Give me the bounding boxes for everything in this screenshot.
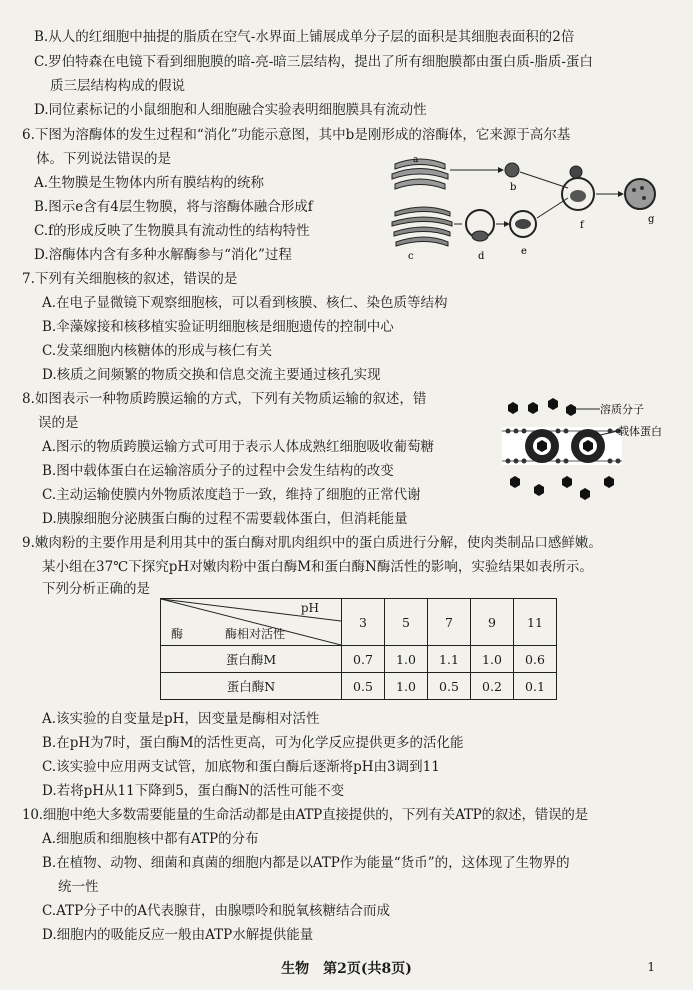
q7-option-c: C.发菜细胞内核糖体的形成与核仁有关 [42,343,273,359]
q8-option-b: B.图中载体蛋白在运输溶质分子的过程中会发生结构的改变 [42,463,394,479]
q7-option-d: D.核质之间频繁的物质交换和信息交流主要通过核孔实现 [42,367,381,383]
q9-stem: 9.嫩肉粉的主要作用是利用其中的蛋白酶对肌肉组织中的蛋白质进行分解，使肉类制品口感鲜嫩。 [22,535,602,551]
q6-option-a: A.生物膜是生物体内所有膜结构的统称 [34,175,265,191]
q6-stem-cont: 体。下列说法错误的是 [36,151,171,167]
table-row [161,673,557,700]
table-cell: 0.2 [471,673,514,700]
table-cell: 0.7 [342,646,385,673]
label-f: f [580,220,584,231]
option-d-prev: D.同位素标记的小鼠细胞和人细胞融合实验表明细胞膜具有流动性 [34,102,427,118]
header-ph: pH [300,601,319,615]
q6-option-c: C.f的形成反映了生物膜具有流动性的结构特性 [34,223,310,239]
q6-option-b: B.图示e含有4层生物膜，将与溶酶体融合形成f [34,199,313,215]
q10-option-a: A.细胞质和细胞核中都有ATP的分布 [42,831,259,847]
q6-stem: 6.下图为溶酶体的发生过程和“消化”功能示意图，其中b是刚形成的溶酶体，它来源于高尔基 [22,127,571,143]
option-c-prev-cont: 质三层结构构成的假说 [50,78,185,94]
q9-stem-cont: 某小组在37℃下探究pH对嫩肉粉中蛋白酶M和蛋白酶N酶活性的影响，实验结果如表所示。 [42,559,593,575]
label-a: a [413,155,419,165]
page-footer: 生物 第2页(共8页) [281,961,412,977]
label-d: d [478,251,485,260]
label-carrier: 载体蛋白 [618,425,662,438]
q8-option-d: D.胰腺细胞分泌胰蛋白酶的过程不需要载体蛋白，但消耗能量 [42,511,408,527]
q6-option-d: D.溶酶体内含有多种水解酶参与“消化”过程 [34,247,292,263]
lysosome-diagram [380,150,680,260]
option-b-prev: B.从人的红细胞中抽提的脂质在空气-水界面上铺展成单分子层的面积是其细胞表面积的2倍 [34,29,575,45]
q10-stem: 10.细胞中绝大多数需要能量的生命活动都是由ATP直接提供的，下列有关ATP的叙述，错误的是 [22,807,588,823]
q9-option-a: A.该实验的自变量是pH，因变量是酶相对活性 [42,711,320,727]
header-enzyme: 酶 [171,627,184,641]
table-cell: 0.6 [514,646,557,673]
ph-header-cell: 11 [514,599,557,646]
label-b: b [510,182,517,193]
header-activity: 酶相对活性 [225,627,286,641]
q8-option-c: C.主动运输使膜内外物质浓度趋于一致，维持了细胞的正常代谢 [42,487,421,503]
q8-option-a: A.图示的物质跨膜运输方式可用于表示人体成熟红细胞吸收葡萄糖 [42,439,435,455]
q9-stem-cont2: 下列分析正确的是 [42,581,150,597]
table-cell: 0.5 [428,673,471,700]
q8-stem-cont: 误的是 [38,415,79,431]
enzyme-activity-table [160,598,557,700]
q8-stem: 8.如图表示一种物质跨膜运输的方式，下列有关物质运输的叙述，错 [22,391,427,407]
row-label: 蛋白酶N [161,673,342,700]
ph-header-cell: 3 [342,599,385,646]
q9-option-c: C.该实验中应用两支试管，加底物和蛋白酶后逐渐将pH由3调到11 [42,759,440,775]
q10-option-b: B.在植物、动物、细菌和真菌的细胞内都是以ATP作为能量“货币”的，这体现了生物界的 [42,855,570,871]
q7-stem: 7.下列有关细胞核的叙述，错误的是 [22,271,238,287]
table-cell: 1.1 [428,646,471,673]
table-cell: 1.0 [385,646,428,673]
table-row [161,646,557,673]
golgi-apparatus [392,159,448,189]
label-solute: 溶质分子 [600,403,644,416]
table-cell: 0.1 [514,673,557,700]
ph-header-cell: 9 [471,599,514,646]
q7-option-b: B.伞藻嫁接和核移植实验证明细胞核是细胞遗传的控制中心 [42,319,394,335]
row-label: 蛋白酶M [161,646,342,673]
ph-header-cell: 5 [385,599,428,646]
q9-option-d: D.若将pH从11下降到5，蛋白酶N的活性可能不变 [42,783,345,799]
table-cell: 1.0 [471,646,514,673]
label-e: e [521,246,527,257]
label-g: g [648,214,655,225]
table-cell: 1.0 [385,673,428,700]
lysosome-b [505,163,519,177]
q10-option-b-cont: 统一性 [58,879,99,895]
ph-header-cell: 7 [428,599,471,646]
label-c: c [408,251,414,260]
table-cell: 0.5 [342,673,385,700]
q7-option-a: A.在电子显微镜下观察细胞核，可以看到核膜、核仁、染色质等结构 [42,295,448,311]
membrane-transport-diagram [500,395,680,505]
q10-option-d: D.细胞内的吸能反应一般由ATP水解提供能量 [42,927,314,943]
footer-mark: 1 [647,960,655,974]
option-c-prev: C.罗伯特森在电镜下看到细胞膜的暗-亮-暗三层结构，提出了所有细胞膜都由蛋白质-脂质-蛋白 [34,54,593,70]
endoplasmic-reticulum [392,207,452,246]
table-header-diagonal [161,599,342,646]
q10-option-c: C.ATP分子中的A代表腺苷，由腺嘌呤和脱氧核糖结合而成 [42,903,390,919]
q9-option-b: B.在pH为7时，蛋白酶M的活性更高，可为化学反应提供更多的活化能 [42,735,464,751]
